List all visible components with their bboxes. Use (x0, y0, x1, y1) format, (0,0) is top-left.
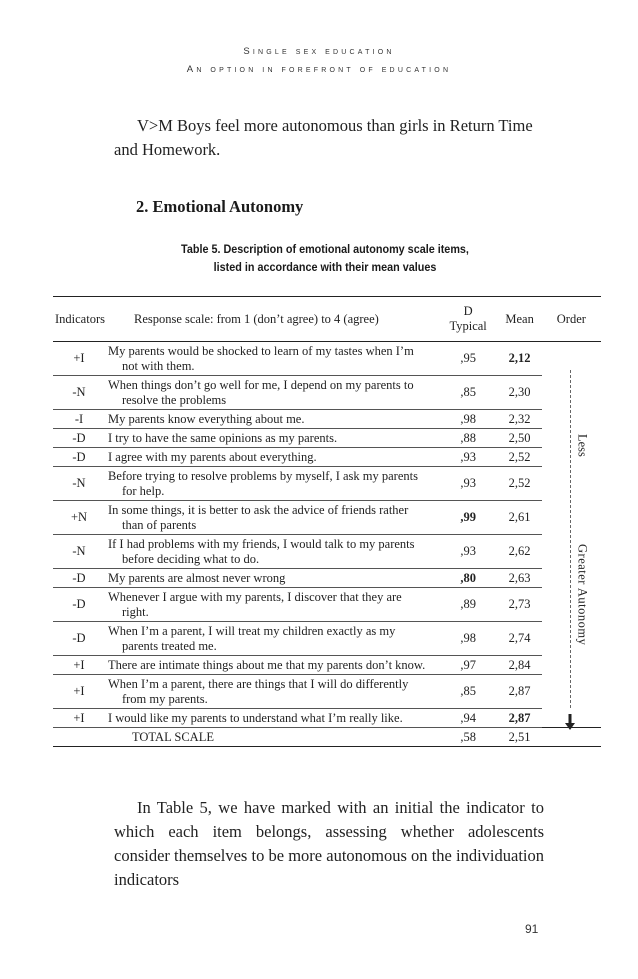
indicator-cell: +N (53, 501, 105, 535)
mean-cell: 2,63 (498, 569, 542, 588)
mean-cell: 2,12 (498, 342, 542, 376)
table-row (53, 588, 601, 622)
closing-paragraph: In Table 5, we have marked with an initial the indicator to which each item belongs, assessing whether adolescents consider themselves to be more autonomous on the individuation indicators (114, 798, 544, 889)
emotional-autonomy-table (53, 296, 601, 747)
item-text-line-2: before deciding what to do. (121, 551, 260, 566)
indicator-cell: -N (53, 376, 105, 410)
table-row (53, 429, 601, 448)
d-typical-cell: ,99 (439, 501, 498, 535)
item-text-cell (105, 588, 439, 622)
indicator-cell: +I (53, 709, 105, 728)
mean-cell: 2,61 (498, 501, 542, 535)
order-dashed-line (570, 370, 571, 708)
item-text-line-2: from my parents. (121, 691, 208, 706)
item-text-line-1: Before trying to resolve problems by myself, I ask my parents (107, 468, 418, 483)
d-typical-cell: ,85 (439, 376, 498, 410)
item-text-cell (105, 342, 439, 376)
item-text-cell (105, 535, 439, 569)
total-label: TOTAL SCALE (131, 729, 214, 744)
table-row (53, 709, 601, 728)
arrow-down-icon (565, 714, 575, 730)
total-d-cell: ,58 (439, 728, 498, 747)
d-typical-cell: ,95 (439, 342, 498, 376)
table-row (53, 535, 601, 569)
table-row (53, 467, 601, 501)
header-scale-text: Response scale: from 1 (don’t agree) to 4 (agree) (133, 311, 379, 326)
header-d-typical (439, 297, 498, 342)
table-row (53, 501, 601, 535)
order-label-less: Less (575, 434, 590, 457)
item-text-line-1: My parents would be shocked to learn of my tastes when I’m (107, 343, 414, 358)
running-header-title: Single sex education (243, 46, 395, 57)
total-indicator-cell (53, 728, 105, 747)
item-text-line-2: for help. (121, 483, 165, 498)
item-text-line-1: I try to have the same opinions as my parents. (107, 430, 338, 445)
table-header-row (53, 297, 601, 342)
item-text-line-1: There are intimate things about me that my parents don’t know. (107, 657, 426, 672)
table-row (53, 656, 601, 675)
d-typical-cell: ,80 (439, 569, 498, 588)
order-label-greater: Greater Autonomy (575, 544, 590, 646)
table-caption-line-2: listed in accordance with their mean values (213, 260, 437, 274)
total-mean-cell: 2,51 (498, 728, 542, 747)
indicator-cell: -D (53, 588, 105, 622)
indicator-cell: +I (53, 675, 105, 709)
d-typical-cell: ,88 (439, 429, 498, 448)
indicator-cell: -D (53, 448, 105, 467)
d-typical-cell: ,93 (439, 448, 498, 467)
header-order: Order (542, 297, 601, 342)
item-text-line-2: resolve the problems (121, 392, 227, 407)
table-row (53, 342, 601, 376)
d-typical-cell: ,85 (439, 675, 498, 709)
item-text-line-1: In some things, it is better to ask the advice of friends rather (107, 502, 409, 517)
table-caption (132, 240, 519, 276)
mean-cell: 2,30 (498, 376, 542, 410)
mean-cell: 2,73 (498, 588, 542, 622)
indicator-cell: -D (53, 429, 105, 448)
indicator-cell: -D (53, 569, 105, 588)
item-text-line-1: If I had problems with my friends, I would talk to my parents (107, 536, 415, 551)
mean-cell: 2,32 (498, 410, 542, 429)
d-typical-cell: ,89 (439, 588, 498, 622)
item-text-cell (105, 467, 439, 501)
item-text-line-1: When things don’t go well for me, I depend on my parents to (107, 377, 414, 392)
item-text-cell (105, 410, 439, 429)
header-d-line-1: D (463, 304, 473, 318)
mean-cell: 2,74 (498, 622, 542, 656)
item-text-cell (105, 656, 439, 675)
indicator-cell: -D (53, 622, 105, 656)
total-row (53, 728, 601, 747)
d-typical-cell: ,97 (439, 656, 498, 675)
table-row (53, 675, 601, 709)
intro-paragraph: V>M Boys feel more autonomous than girls in Return Time and Homework. (114, 116, 533, 159)
indicator-cell: +I (53, 656, 105, 675)
mean-cell: 2,62 (498, 535, 542, 569)
item-text-cell (105, 569, 439, 588)
item-text-line-2: than of parents (121, 517, 197, 532)
item-text-line-1: My parents know everything about me. (107, 411, 305, 426)
item-text-line-1: My parents are almost never wrong (107, 570, 286, 585)
item-text-line-1: When I’m a parent, there are things that I will do differently (107, 676, 409, 691)
header-scale (105, 297, 439, 342)
header-mean: Mean (498, 297, 542, 342)
d-typical-cell: ,98 (439, 622, 498, 656)
item-text-line-2: parents treated me. (121, 638, 217, 653)
item-text-line-1: Whenever I argue with my parents, I discover that they are (107, 589, 402, 604)
mean-cell: 2,87 (498, 709, 542, 728)
order-indicator-cell (542, 342, 601, 728)
mean-cell: 2,52 (498, 467, 542, 501)
table-row (53, 376, 601, 410)
indicator-cell: +I (53, 342, 105, 376)
total-label-cell (105, 728, 439, 747)
item-text-line-1: I would like my parents to understand what I’m really like. (107, 710, 403, 725)
item-text-cell (105, 448, 439, 467)
d-typical-cell: ,93 (439, 467, 498, 501)
table-row (53, 569, 601, 588)
running-header-subtitle: An option in forefront of education (186, 64, 452, 75)
item-text-cell (105, 622, 439, 656)
mean-cell: 2,52 (498, 448, 542, 467)
d-typical-cell: ,93 (439, 535, 498, 569)
item-text-cell (105, 709, 439, 728)
page-number: 91 (525, 922, 539, 936)
indicator-cell: -I (53, 410, 105, 429)
d-typical-cell: ,94 (439, 709, 498, 728)
mean-cell: 2,84 (498, 656, 542, 675)
mean-cell: 2,87 (498, 675, 542, 709)
section-heading: 2. Emotional Autonomy (136, 197, 304, 216)
item-text-line-2: not with them. (121, 358, 195, 373)
table-caption-line-1: Table 5. Description of emotional autonomy scale items, (181, 242, 469, 256)
header-indicators: Indicators (53, 297, 105, 342)
total-order-cell (542, 728, 601, 747)
item-text-line-2: right. (121, 604, 149, 619)
item-text-line-1: I agree with my parents about everything. (107, 449, 317, 464)
d-typical-cell: ,98 (439, 410, 498, 429)
indicator-cell: -N (53, 467, 105, 501)
item-text-cell (105, 429, 439, 448)
table-row (53, 622, 601, 656)
item-text-cell (105, 376, 439, 410)
table-row (53, 410, 601, 429)
item-text-line-1: When I’m a parent, I will treat my children exactly as my (107, 623, 396, 638)
item-text-cell (105, 675, 439, 709)
table-row (53, 448, 601, 467)
indicator-cell: -N (53, 535, 105, 569)
item-text-cell (105, 501, 439, 535)
header-d-line-2: Typical (449, 319, 487, 333)
mean-cell: 2,50 (498, 429, 542, 448)
